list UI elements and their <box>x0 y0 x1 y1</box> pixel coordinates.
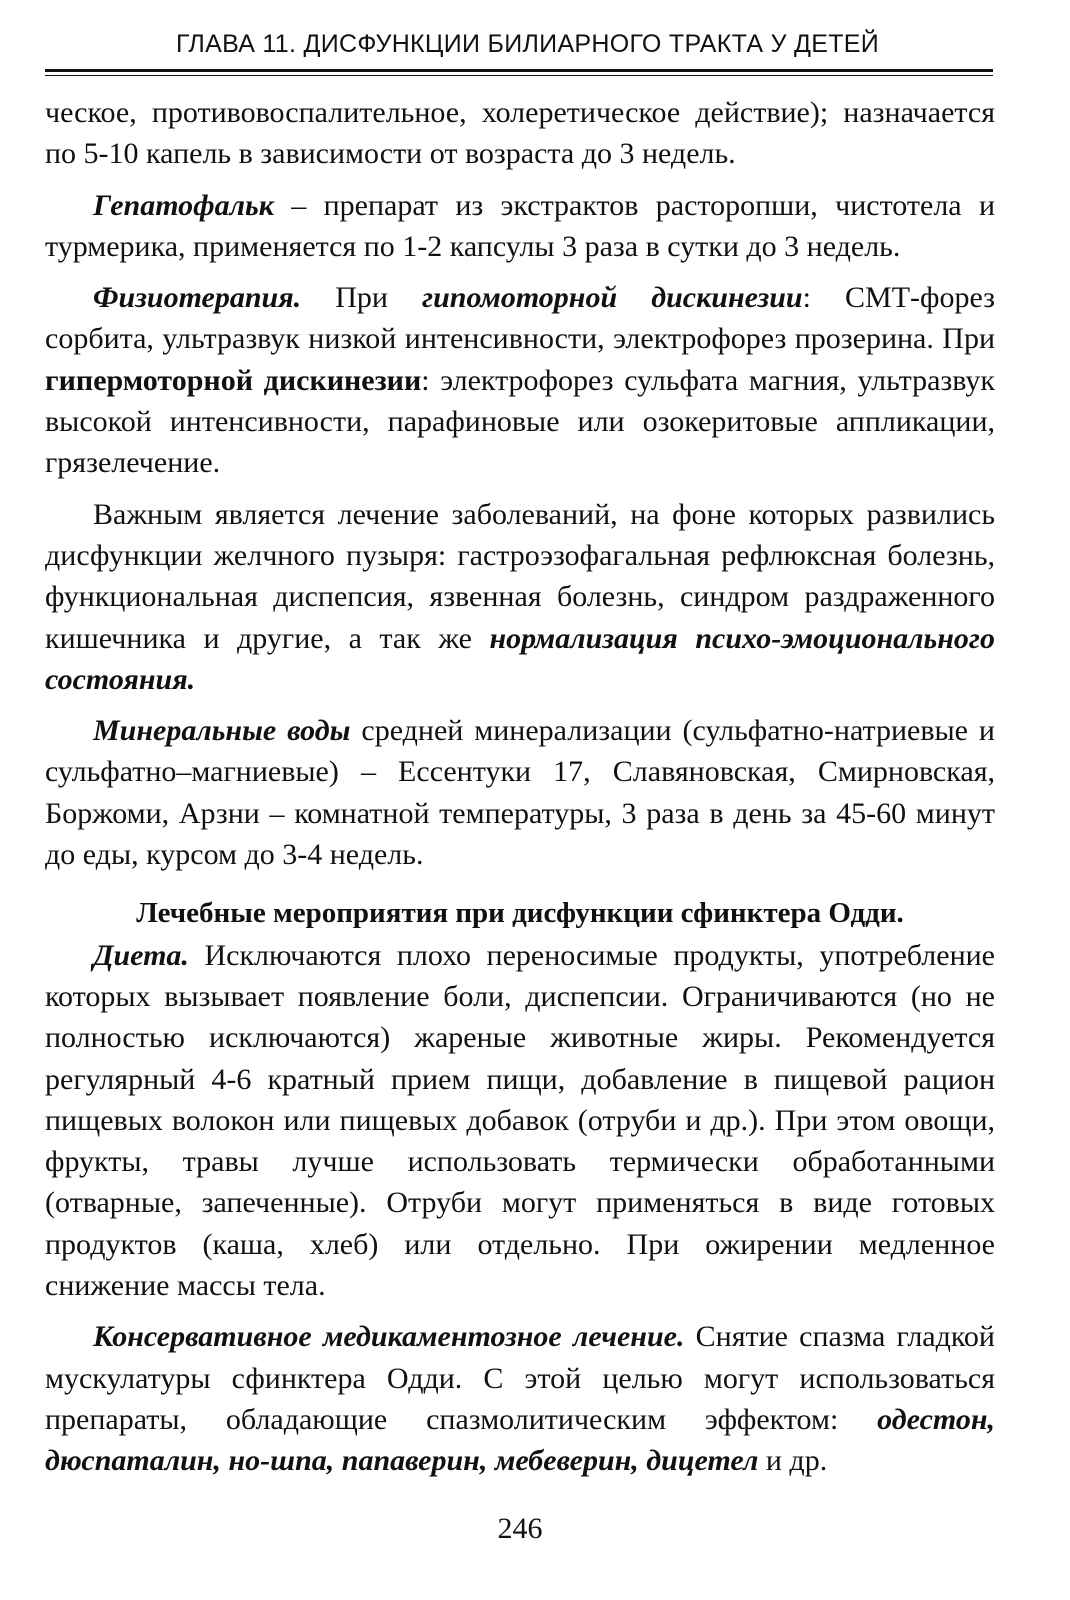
body-text <box>45 92 995 1482</box>
paragraph-hepatofalk <box>45 185 995 268</box>
paragraph-text: Важным является лечение заболеваний, на фоне которых развились дисфункции желчного пузыря: гастроэзофагальная рефлюксная болезнь, функциональная диспепсия, язвенная болезнь, синдром раздраженного кишечника и другие, а так же <box>45 497 995 655</box>
paragraph-concomitant <box>45 494 995 700</box>
paragraph-text: : электрофорез сульфата магния, ультразвук высокой интенсивности, парафиновые или озокеритовые аппликации, грязелечение. <box>45 363 995 480</box>
term-diet: Диета. <box>93 938 189 972</box>
section-heading: Лечебные мероприятия при дисфункции сфинктера Одди. <box>136 897 904 930</box>
paragraph-text: ческое, противовоспалительное, холеретическое действие); назначается по 5-10 капель в зависимости от возраста до 3 недель. <box>45 96 995 171</box>
header-rule-thin <box>45 75 993 76</box>
term-conservative: Консервативное медикаментозное лечение. <box>93 1320 685 1354</box>
paragraph-text: : СМТ-форез сорбита, ультразвук низкой интенсивности, электрофорез прозерина. При <box>45 281 995 356</box>
paragraph-text: средней минерализации (сульфатно-натриевые и сульфатно–магниевые) – Ессентуки 17, Славяновская, Смирновская, Боржоми, Арзни – комнатной температуры, 3 раза в день за 45-60 минут до еды, курсом до 3-4 недель. <box>45 714 995 872</box>
term-mineral-waters: Минеральные воды <box>93 714 351 748</box>
paragraph-conservative <box>45 1316 995 1481</box>
term-hypermotor: гипермоторной дискинезии <box>45 363 422 397</box>
paragraph-text: Исключаются плохо переносимые продукты, употребление которых вызывает появление боли, диспепсии. Ограничиваются (но не полностью исключаются) жареные животные жиры. Рекомендуется регулярный 4-6 кратный прием пищи, добавление в пищевой рацион пищевых волокон или пищевых добавок (отруби и др.). При этом овощи, фрукты, травы лучше использовать термически обработанными (отварные, запеченные). Отруби могут применяться в виде готовых продуктов (каша, хлеб) или отдельно. При ожирении медленное снижение массы тела. <box>45 938 995 1303</box>
term-hepatofalk: Гепатофальк <box>93 188 274 222</box>
term-normalization: нормализация психо-эмоционального состояния. <box>45 621 995 696</box>
header-rule-thick <box>45 69 993 72</box>
paragraph-text: и др. <box>758 1444 828 1478</box>
drug-list: одестон, дюспаталин, но-шпа, папаверин, мебеверин, дицетел <box>45 1402 995 1478</box>
paragraph-text: При <box>301 281 422 315</box>
paragraph-diet <box>45 935 995 1307</box>
paragraph-mineral-waters <box>45 710 995 875</box>
paragraph-physiotherapy <box>45 277 995 483</box>
term-physiotherapy: Физиотерапия. <box>93 281 302 315</box>
paragraph-text: Снятие спазма гладкой мускулатуры сфинктера Одди. С этой целью могут использоваться препараты, обладающие спазмолитическим эффектом: <box>45 1320 995 1436</box>
running-head: ГЛАВА 11. ДИСФУНКЦИИ БИЛИАРНОГО ТРАКТА У ДЕТЕЙ <box>175 30 880 58</box>
paragraph-continued <box>45 92 995 175</box>
page-number: 246 <box>497 1512 543 1545</box>
paragraph-text: – препарат из экстрактов расторопши, чистотела и турмерика, применяется по 1-2 капсулы 3 раза в сутки до 3 недель. <box>45 188 995 263</box>
term-hypomotor: гипомоторной дискинезии <box>422 281 803 315</box>
